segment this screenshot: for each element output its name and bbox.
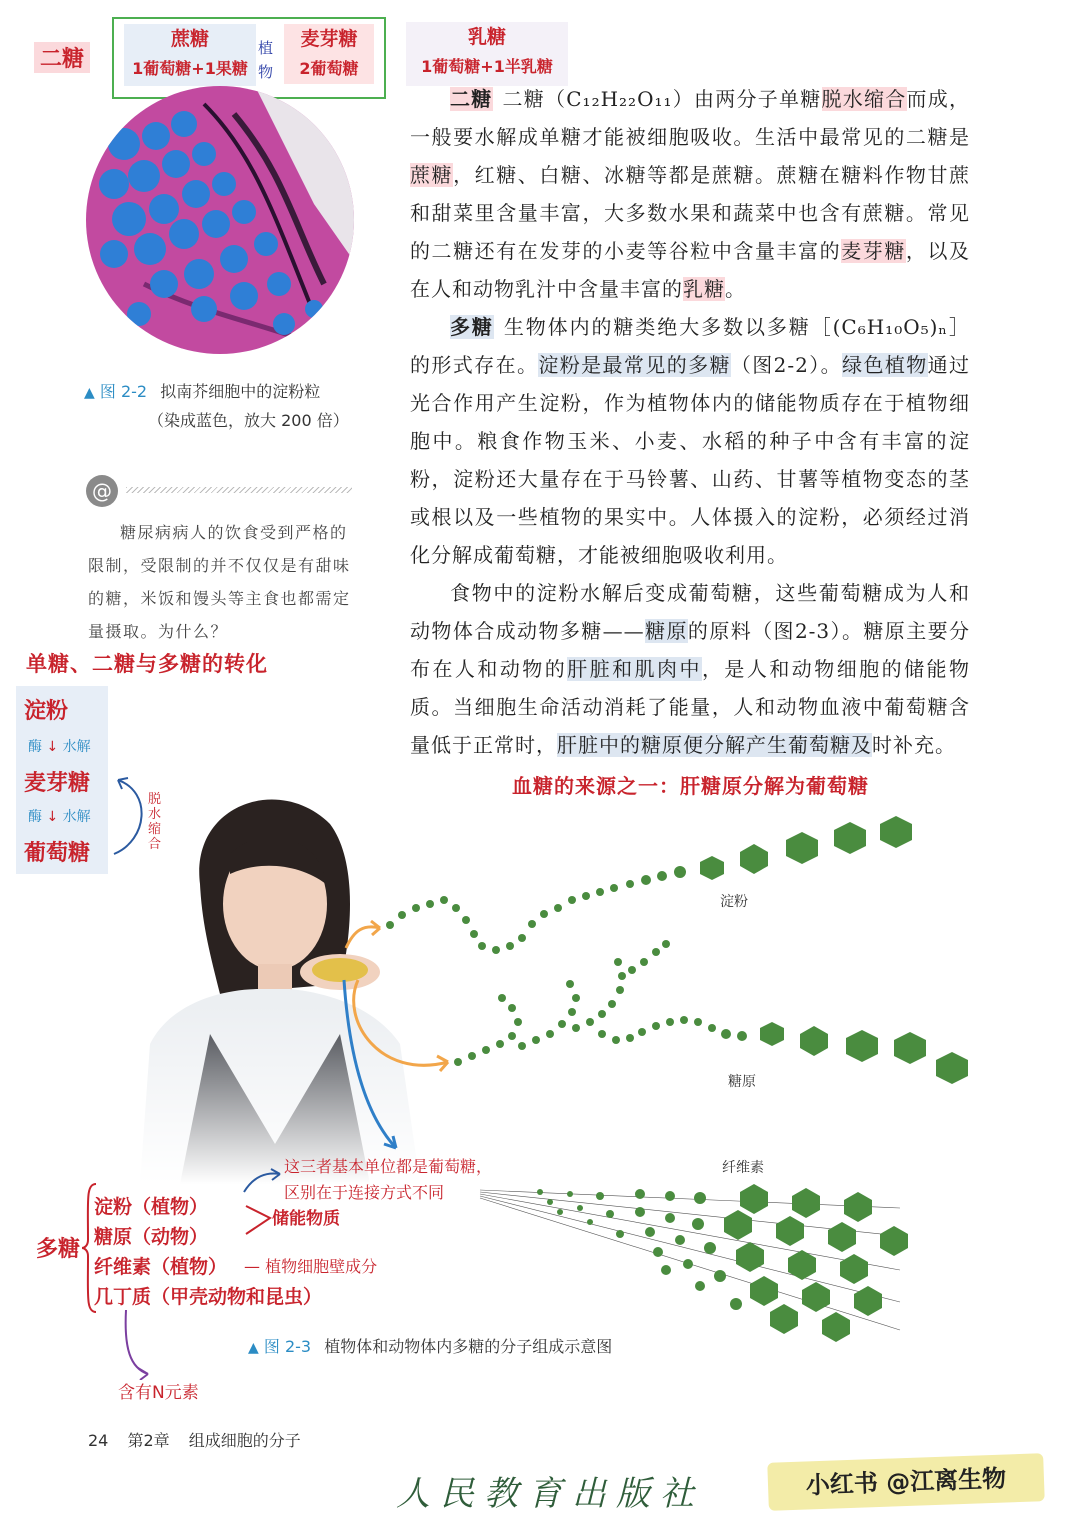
poly-starch: 淀粉（植物）	[94, 1196, 209, 1218]
conv-starch: 淀粉	[24, 699, 69, 724]
text-span: 二糖（C₁₂H₂₂O₁₁）由两分子单糖	[502, 87, 822, 111]
highlight: 肝脏和肌肉中	[567, 657, 702, 681]
conv-enzyme-1: 酶	[28, 739, 42, 755]
lactose-note	[406, 22, 568, 86]
text-span: 而成，一般要水解成单糖才能被细胞吸收。生活中最常见的二糖是	[410, 87, 970, 149]
text-span: 的原料（图2-3）。糖原主要分布在人和动物的	[410, 619, 971, 681]
unit-note	[284, 1154, 492, 1206]
highlight: 绿色植物	[842, 353, 928, 377]
unit-note-line-2: 区别在于连接方式不同	[284, 1183, 445, 1202]
maltose-label: 麦芽糖	[300, 28, 358, 50]
paragraph-disaccharide	[410, 80, 970, 308]
highlight: 肝脏中的糖原便分解产生葡萄糖及	[557, 733, 872, 757]
maltose-note	[284, 24, 374, 84]
fig23-caption	[248, 1334, 612, 1357]
fig23-title: 植物体和动物体内多糖的分子组成示意图	[324, 1337, 613, 1356]
nitrogen-arrow-icon	[116, 1308, 156, 1380]
chapter-number: 第2章	[127, 1431, 170, 1450]
conv-step1	[28, 736, 91, 756]
blood-sugar-note: 血糖的来源之一：肝糖原分解为葡萄糖	[512, 774, 869, 798]
fig22-caption	[84, 378, 364, 435]
poly-cellulose: 纤维素（植物）	[94, 1256, 228, 1278]
discussion-icon: @	[86, 475, 118, 507]
starch-label: 淀粉	[720, 894, 748, 910]
keyword-polysaccharide: 多糖	[450, 315, 494, 339]
highlight: 糖原	[644, 619, 688, 643]
poly-chitin: 几丁质（甲壳动物和昆虫）	[94, 1286, 323, 1308]
fig22-label: 图 2-2	[99, 382, 148, 401]
page-footer	[88, 1428, 301, 1451]
conv-hydrolysis-2: 水解	[62, 809, 91, 825]
sucrose-composition: 1葡萄糖+1果糖	[132, 59, 248, 78]
orange-arrow-icon	[354, 980, 448, 1071]
orange-arrow-icon	[346, 921, 380, 948]
plant-label	[258, 36, 273, 84]
chapter-title: 组成细胞的分子	[188, 1431, 301, 1450]
fig23-label: 图 2-3	[263, 1337, 312, 1356]
down-arrow-icon: ↓	[46, 809, 59, 825]
annotation-disaccharide-label: 二糖	[34, 42, 90, 73]
cell-wall-note: — 植物细胞壁成分	[244, 1257, 378, 1276]
lactose-label: 乳糖	[467, 26, 506, 48]
text-span: 食物中的淀粉水解后变成葡萄糖，这些葡萄糖成为人和动物体合成动物多糖——	[410, 581, 970, 643]
paragraph-polysaccharide	[410, 308, 970, 574]
highlight: 乳糖	[683, 277, 725, 301]
conv-step2	[28, 806, 91, 826]
unit-arrow-icon	[240, 1166, 284, 1196]
conv-hydrolysis-1: 水解	[62, 739, 91, 755]
highlight: 蔗糖	[410, 163, 454, 187]
down-arrow-icon: ↓	[46, 739, 59, 755]
text-span: 时补充。	[872, 733, 956, 757]
storage-note: 储能物质	[272, 1209, 340, 1229]
text-span: （图2-2）。	[730, 353, 843, 377]
poly-glycogen: 糖原（动物）	[94, 1226, 209, 1248]
caption-triangle-icon: ▲	[248, 1340, 259, 1356]
text-span: 生物体内的糖类绝大多数以多糖［(C₆H₁₀O₅)ₙ］的形式存在。	[410, 315, 971, 377]
fig22-title: 拟南芥细胞中的淀粉粒	[160, 382, 321, 401]
sucrose-note	[124, 24, 256, 86]
highlight: 淀粉是最常见的多糖	[538, 353, 731, 377]
poly-label: 多糖	[36, 1237, 81, 1262]
text-span: ，红糖、白糖、冰糖等都是蔗糖。蔗糖在糖料作物甘蔗和甜菜里含量丰富，大多数水果和蔬菜中也含有蔗糖。常见的二糖还有在发芽的小麦等谷粒中含量丰富的	[410, 163, 971, 263]
plant-char-2: 物	[258, 63, 274, 81]
keyword-disaccharide: 二糖	[450, 87, 493, 111]
watermark: 小红书 @江离生物	[767, 1453, 1045, 1511]
storage-arrow-icon	[244, 1200, 274, 1240]
lactose-composition: 1葡萄糖+1半乳糖	[421, 57, 553, 76]
glycogen-chain	[454, 940, 968, 1084]
fig22-detail: （染成蓝色，放大 200 倍）	[148, 411, 349, 430]
sidebar-question: 糖尿病病人的饮食受到严格的限制，受限制的并不仅仅是有甜味的糖，米饭和馒头等主食也都需定量摄取。为什么？	[88, 523, 351, 641]
sidebar-divider	[126, 487, 352, 493]
conv-dehydration: 脱水缩合	[148, 792, 162, 852]
starch-grain-micrograph	[84, 84, 356, 356]
glycogen-label: 糖原	[728, 1074, 756, 1090]
polysaccharide-diagram	[340, 800, 980, 1350]
paragraph-glycogen	[410, 574, 970, 764]
cellulose-chains	[480, 1184, 908, 1342]
nitrogen-note: 含有N元素	[118, 1383, 199, 1403]
unit-note-line-1: 这三者基本单位都是葡萄糖，	[284, 1157, 493, 1176]
plant-char-1: 植	[258, 39, 274, 57]
maltose-composition: 2葡萄糖	[299, 59, 359, 78]
sucrose-label: 蔗糖	[170, 28, 209, 50]
page-number: 24	[88, 1431, 109, 1450]
starch-chain	[386, 816, 912, 954]
conv-enzyme-2: 酶	[28, 809, 42, 825]
conversion-title: 单糖、二糖与多糖的转化	[26, 652, 268, 676]
text-span: ，是人和动物细胞的储能物质。当细胞生命活动消耗了能量，人和动物血液中葡萄糖含量低于正常时，	[410, 657, 971, 757]
text-span: 通过光合作用产生淀粉，作为植物体内的储能物质存在于植物细胞中。粮食作物玉米、小麦、水稻的种子中含有丰富的淀粉，淀粉还大量存在于马铃薯、山药、甘薯等植物变态的茎或根以及一些植物的果实中。人体摄入的淀粉，必须经过消化分解成葡萄糖，才能被细胞吸收利用。	[410, 353, 971, 567]
text-span: 。	[725, 277, 746, 301]
blue-arrow-icon	[344, 980, 396, 1148]
highlight: 麦芽糖	[841, 239, 906, 263]
main-text	[410, 80, 970, 764]
cellulose-label: 纤维素	[722, 1160, 764, 1176]
caption-triangle-icon: ▲	[84, 385, 95, 401]
conv-maltose: 麦芽糖	[24, 771, 91, 796]
publisher-logo: 人民教育出版社	[396, 1474, 704, 1514]
text-span: ，以及在人和动物乳汁中含量丰富的	[410, 239, 971, 301]
conv-glucose: 葡萄糖	[24, 841, 91, 866]
highlight: 脱水缩合	[821, 87, 907, 111]
